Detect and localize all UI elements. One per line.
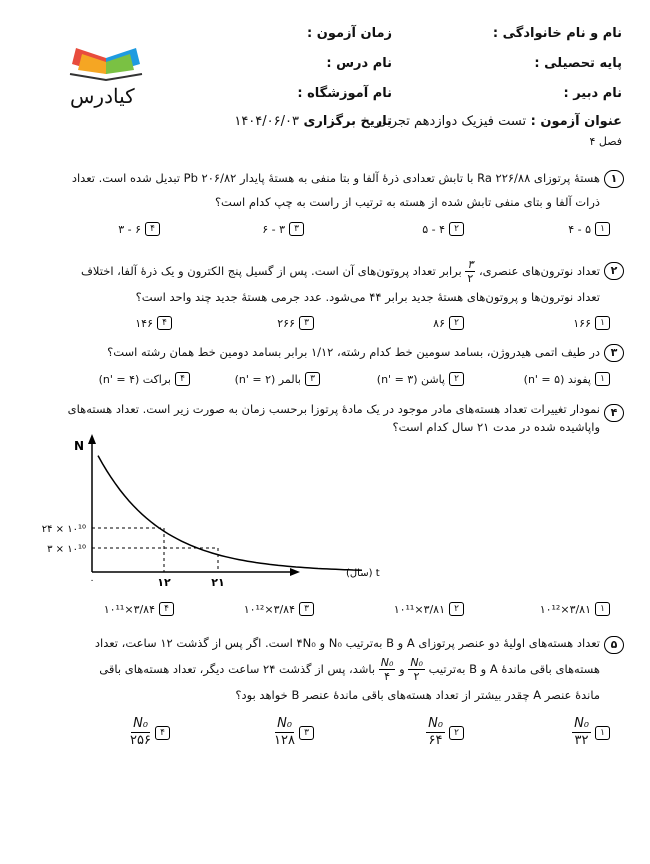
q2-option-2[interactable]: ۲ ۸۶ — [433, 316, 464, 330]
q1-number: ۱ — [604, 170, 624, 188]
q2-text: تعداد نوترون‌های عنصری، $\frac{۳}{۲}$ برابر تعداد پروتون‌های آن است. پس از گسیل پنج الکترون و یک ذرهٔ آلفا، اختلاف تعداد نوترون‌ها و پروتون‌های هستهٔ جدید برابر ۴۴ می‌شود. عدد جرمی هستهٔ جدید چند واحد است؟ — [80, 258, 600, 304]
x-tick-12: ۱۲ — [157, 576, 171, 589]
q4-option-2[interactable]: ۲ ۳/۸۱×۱۰¹¹ — [394, 602, 464, 616]
q3-option-1[interactable]: ۱ پفوند (n' = ۵) — [524, 372, 610, 386]
q3-text: در طیف اتمی هیدروژن، بسامد سومین خط کدام رشته، ۱/۱۲ برابر بسامد دومین خط همان رشته است؟ — [107, 345, 600, 359]
q5-option-3[interactable]: ۳ $\frac{\text{N₀}}{۱۲۸}$ — [274, 716, 314, 749]
q1-option-2[interactable]: ۲ ۴ - ۵ — [422, 222, 464, 236]
q1-option-4[interactable]: ۴ ۶ - ۳ — [118, 222, 160, 236]
q4-number: ۴ — [604, 404, 624, 422]
q1-option-3[interactable]: ۳ ۳ - ۶ — [262, 222, 304, 236]
q5-option-1[interactable]: ۱ $\frac{\text{N₀}}{۳۲}$ — [572, 716, 610, 749]
q3-option-4[interactable]: ۴ براکت (n' = ۴) — [99, 372, 190, 386]
teacher-label: نام دبیر : — [563, 86, 622, 101]
q1-option-1[interactable]: ۱ ۵ - ۴ — [568, 222, 610, 236]
decay-chart — [24, 432, 380, 592]
chapter-label: فصل ۴ — [589, 135, 622, 148]
x-axis-label: t (سال) — [346, 568, 380, 579]
logo — [66, 40, 146, 120]
q2-option-4[interactable]: ۴ ۱۴۶ — [135, 316, 172, 330]
q3-option-2[interactable]: ۲ پاشن (n' = ۳) — [377, 372, 464, 386]
time-label: زمان آزمون : — [307, 26, 392, 41]
decay-curve — [98, 456, 362, 571]
y-axis-arrow — [88, 434, 96, 444]
x-axis-arrow — [290, 568, 300, 576]
y-axis-label: N — [73, 439, 84, 453]
y-tick-24: ۲۴ × ۱۰¹⁰ — [41, 524, 86, 535]
q4-text: نمودار تغییرات تعداد هسته‌های مادر موجود در یک مادهٔ پرتوزا برحسب زمان به صورت زیر است. تعداد هسته‌های واپاشیده شده در مدت ۲۱ سال کدام است؟ — [67, 402, 600, 434]
q3-option-3[interactable]: ۳ بالمر (n' = ۲) — [235, 372, 320, 386]
q5-text: تعداد هسته‌های اولیهٔ دو عنصر پرتوزای A و B به‌ترتیب N₀ و ۴N₀ است. اگر پس از گذشت ۱۲ ساعت، تعداد هسته‌های باقی ماندهٔ A و B به‌ترتیب $\frac{\text{N₀}}{۲}$ و $\frac{\text{N₀}}{۴}$ باشد، پس از گذشت ۲۴ ساعت دیگر، تعداد هسته‌های باقی ماندهٔ عنصر A چقدر بیشتر از تعداد هسته‌های باقی ماندهٔ عنصر B خواهد بود؟ — [94, 636, 600, 702]
name-label: نام و نام خانوادگی : — [492, 26, 622, 41]
q1-text: هستهٔ پرتوزای Ra ۲۲۶/۸۸ با تابش تعدادی ذرهٔ آلفا و بتا منفی به هستهٔ پایدار Pb ۲۰۶/۸۲ تبدیل شده است. تعداد ذرات آلفا و بتای منفی تابش شده از هسته به ترتیب از راست به چپ کدام است؟ — [71, 171, 600, 209]
q2-number: ۲ — [604, 262, 624, 280]
y-tick-3: ۳ × ۱۰¹⁰ — [47, 544, 86, 555]
q2-option-1[interactable]: ۱ ۱۶۶ — [573, 316, 610, 330]
x-tick-0: ۰ — [89, 576, 95, 586]
q3-number: ۳ — [604, 344, 624, 362]
test-date: تاریخ برگزاری ۱۴۰۴/۰۶/۰۳ — [234, 114, 392, 129]
subject-label: نام درس : — [326, 56, 392, 71]
school-label: نام آموزشگاه : — [297, 86, 392, 101]
q5-number: ۵ — [604, 636, 624, 654]
logo-text: کیادرس — [70, 84, 135, 108]
q5-option-2[interactable]: ۲ $\frac{\text{N₀}}{۶۴}$ — [426, 716, 464, 749]
q4-option-3[interactable]: ۳ ۳/۸۴×۱۰¹² — [244, 602, 314, 616]
q2-option-3[interactable]: ۳ ۲۶۶ — [277, 316, 314, 330]
x-tick-21: ۲۱ — [211, 576, 225, 589]
book-logo-icon — [66, 40, 146, 120]
test-title: عنوان آزمون : تست فیزیک دوازدهم تجربی — [376, 114, 622, 129]
grade-label: پایه تحصیلی : — [534, 56, 622, 71]
q4-option-4[interactable]: ۴ ۳/۸۴×۱۰¹¹ — [104, 602, 174, 616]
q4-option-1[interactable]: ۱ ۳/۸۱×۱۰¹² — [540, 602, 610, 616]
q5-option-4[interactable]: ۴ $\frac{\text{N₀}}{۲۵۶}$ — [130, 716, 170, 749]
